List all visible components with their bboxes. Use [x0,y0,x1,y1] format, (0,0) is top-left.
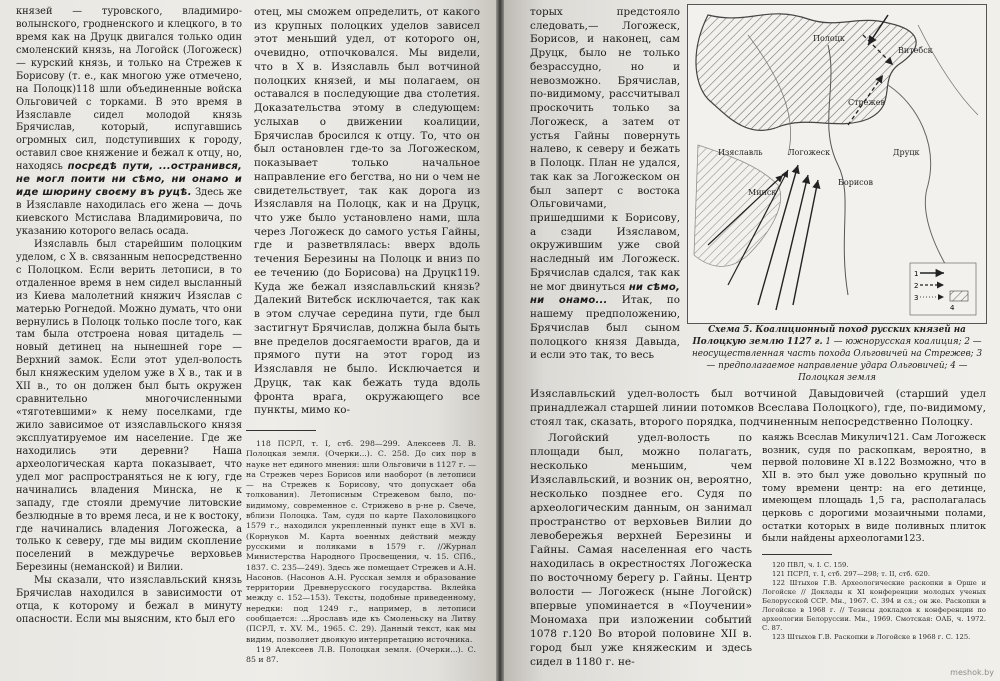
map-label-logozhesk: Логожеск [788,148,831,157]
right-footnotes [762,554,986,642]
svg-text:2: 2 [914,282,919,290]
campaign-map [687,4,987,324]
map-label-strezhev: Стрежев [848,98,885,107]
left-col1-paragraph-1: князей — туровского, владимиро-волынского, гродненского и клецкого, в то время как на Друцк двигался только один смоленский князь, на Логойск (Логожеск) — курский князь, и только на Стрежев к Борисову (т. е., как многою уже отмечено, на Полоцк)118 шли объединенные войска Ольговичей с торками. В это время в Изяславле сидел молодой князь Брячислав, который, испугавшись огромных сил, подступивших к городу, оставил свое княжение и бежал к отцу, но, находясь посрєдѣ пути, ...остранився, не могл поити ни сѣмо, ни онамо и иде шюрину своєму въ руцѣ. Здесь же в Изяславле находилась его жена — дочь киевского Мстислава Владимировича, по указанию которого велась осада. [16,6,242,237]
right-page [504,0,1000,681]
footnote-123: 123 Штыхов Г.В. Раскопки в Логойске в 1968 г. С. 125. [772,632,971,641]
map-legend [910,263,976,315]
map-caption-legend: 1 — южнорусская коалиция; 2 — неосуществленная часть похода Ольговичей на Стрежев; 3 — предполагаемое направление удара Ольговичей; 4 — Полоцкая земля [691,337,983,383]
footnote-rule-right [762,554,832,555]
right-lower-left-column: Логойский удел-волость по площади был, можно полагать, несколько меньшим, чем Изяславльский, и возник он, вероятно, несколько позднее его. Судя по археологическим данным, он занимал пространство от верховьев Вилии до левобережья верхней Березины и Гайны. Самая населенная его часть находилась в окрестностях Логожеска по восточному берегу р. Гайны. Центр волости — Логожеск (ныне Логойск) впервые упоминается в «Поучении» Мономаха при изложении событий 1078 г.120 Во второй половине XII в. город был уже княжеским и здесь сидел в 1180 г. не- [530,432,752,668]
left-col1-paragraph-2: Изяславль был старейшим полоцким уделом, с Х в. связанным непосредственно с Полоцком. Если верить летописи, в то отдаленное время в нем сидел высланный из Киева малолетний княжич Изяслав с матерью Рогнедой. Можно думать, что они вернулись в Полоцк только после того, как там была отстроена новая цитадель — новый детинец на нынешней горе — Верхний замок. Если этот удел-волость был княжеским уделом уже в Х в., так и в XII в., то он должен был быть окружен сравнительно многочисленными «тяготевшими» к нему поселками, где жило зависимое от изяславльского князя эксплуатируемое им население. Где же находились эти деревни? Наша археологическая карта показывает, что удел мог распространяться не к югу, где начинались владения Минска, не к западу, где стояли дремучие литовские безлюдные в то время леса, и не к востоку, где начинались владения Логожеска, а только к северу, где мы видим скопление поселений в междуречье верховьев Березины (неманской) и Вилии. [16,238,242,574]
left-column-2 [254,6,480,418]
map-label-drutsk: Друцк [893,148,920,157]
left-column-1 [16,6,242,627]
footnote-rule [246,430,316,431]
right-left-paragraph: торых предстояло следовать,— Логожеск, Борисов, и наконец, сам Друцк, было не только безрассудно, но и невозможно. Брячислав, по-видимому, рассчитывал проскочить только за Логожеск, а затем от устья Гайны повернуть налево, к северу и бежать в Полоцк. План не удался, так как за Логожеском он был заперт с востока Ольговичами, пришедшими к Борисову, а сзади Изяславом, окружившим уже свой наследный им Логожеск. Брячислав сдался, так как не мог двинуться ни сѣмо, ни онамо... Итак, по нашему предположению, Брячислав был сыном полоцкого князя Давыда, и если это так, то весь [530,6,680,362]
right-full-width-text: Изяславльский удел-волость был вотчиной Давыдовичей (старший удел принадлежал старшей линии потомков Всеслава Полоцкого), где, по-видимому, стоял так, сказать, второго порядка, подчиненным непосредственно Полоцку. [530,388,986,428]
campaign-map-graphic [688,5,986,323]
left-footnotes [246,430,476,666]
right-lower-right-column: каяжь Всеслав Микулич121. Сам Логожеск возник, судя по раскопкам, вероятно, в первой половине XI в.122 Возможно, что в XII в. это был уже довольно крупный по тому времени центр: на его детинце, имеющем площадь 1,5 га, располагалась церковь с дорогими мозаичными полами, остатки которых в виде поливных плиток были найдены археологами123. [762,432,986,545]
svg-text:1: 1 [914,270,919,278]
footnote-119: 119 Алексеев Л.В. Полоцкая земля. (Очерки...). С. 85 и 87. [246,644,476,665]
left-col1-paragraph-3: Мы сказали, что изяславльский князь Брячислав находился в зависимости от отца, к которому и бежал в минуту опасности. Если мы выясним, кто был его [16,575,242,626]
map-label-polotsk: Полоцк [813,34,845,43]
book-gutter [496,0,504,681]
svg-text:4: 4 [950,304,955,312]
map-label-vitebsk: Витебск [898,46,933,55]
map-label-minsk: Минск [748,188,777,197]
right-column-left [530,6,680,363]
footnote-120: 120 ПВЛ, ч. I. С. 159. [772,561,849,569]
footnote-118: 118 ПСРЛ, т. I, стб. 298—299. Алексеев Л. В. Полоцкая земля. (Очерки...). С. 258. До сих пор в науке нет единого мнения: шли Ольговичи в 1127 г. — на Стрежев через Борисов или наоборот (в летописи — на Стрежев к Борисову, что допускает оба толкования). Летописным Стрежевом было, по-видимому, современное с. Стрижево в р-не р. Свече, вблизи Полоцка. Там, судя по карте Пахоловицкого 1579 г., находился укрепленный пункт еще в XVI в. (Корнуков М. Карта военных действий между русскими и поляками в 1579 г. //Журнал Министерства Народного Просвещения, ч. 15. СПб., 1837. С. 235—249). Здесь же помещает Стрежев и А.Н. Насонов. (Насонов А.Н. Русская земля и образование территории Древнерусского государства. Вклейка между с. 152—153). Тексты, подобные приведенному, нередки: под 1249 г., например, в летописи сообщается: ...Ярославъ иде къ Смоленьску на Литву (ПСРЛ, т. XV. М., 1965. С. 29). Данный текст, как мы видим, позволяет двоякую интерпретацию источника. [246,439,476,644]
left-col2-paragraph-1: отец, мы сможем определить, от какого из крупных полоцких уделов зависел этот меньший удел, от которого он, очевидно, отпочковался. Мы видели, что в Х в. Изяславль был вотчиной полоцких князей, и мы полагаем, он оставался в последующие два столетия. Доказательства этому в следующем: услыхав о движении коалиции, Брячислав бросился к отцу. То, что он был остановлен где-то за Логожеском, показывает только начальное направление его бегства, но ни о чем не свидетельствует, так как дорога из Изяславля на Полоцк, как и на Друцк, что уже было установлено нами, шла через Логожеск до самого устья Гайны, где и разветвлялась: вверх вдоль течения Березины на Полоцк и вниз по ее течению (до Борисова) на Друцк119. Куда же бежал изяславльский князь? Далекий Витебск исключается, так как в этом случае середина пути, где был застигнут Брячислав, должна была быть вне пределов досягаемости врагов, да и прямого пути на этот город из Изяславля не было. Исключается и Друцк, так как бежать туда вдоль фронта врага, окружающего все пункты, мимо ко- [254,6,480,417]
map-label-borisov: Борисов [838,178,873,187]
footnote-122: 122 Штыхов Г.В. Археологические раскопки в Орше и Логойске // Доклады к XI конференции молодых ученых Белорусской ССР. Мн., 1967. С. 394 и сл.; он же. Раскопки в Логойске в 1968 г. // Тезисы докладов к конференции по археологии Белоруссии. Мн., 1969. Смотская: ОАБ, ч. 1972. С. 87. [762,578,986,632]
svg-text:3: 3 [914,294,919,302]
map-label-izyaslavl: Изяславль [718,148,763,157]
map-caption [687,324,987,384]
old-slavonic-quote-2: ни сѣмо, ни онамо... [530,281,680,307]
old-slavonic-quote: посрєдѣ пути, ...остранився, не могл поити ни сѣмо, ни онамо и иде шюрину своєму въ руцѣ. [16,161,242,199]
footnote-121: 121 ПСРЛ, т. I, стб. 297—298; т. II, стб. 620. [772,569,930,578]
left-page [0,0,496,681]
watermark: meshok.by [950,668,994,677]
map-caption-title: Схема 5. Коалиционный поход русских князей на Полоцкую землю 1127 г. [692,325,966,347]
